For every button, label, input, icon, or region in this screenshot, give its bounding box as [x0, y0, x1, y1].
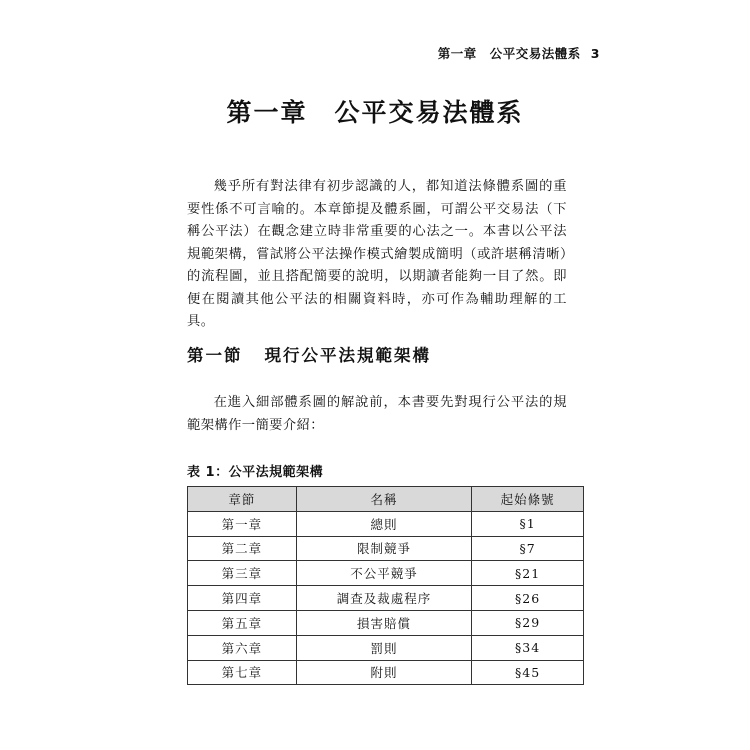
cell-name: 總則 — [296, 511, 472, 536]
cell-article: §7 — [472, 536, 584, 561]
intro-line: 圖，並且搭配簡要的說明，以期讀者能夠一目了然。即便在閱 — [187, 269, 567, 307]
cell-name: 限制競爭 — [296, 536, 472, 561]
cell-chapter: 第二章 — [188, 536, 297, 561]
intro-line: 平法）在觀念建立時非常重要的心法之一。本書以公平法規範架 — [187, 224, 567, 262]
table-row — [188, 536, 584, 561]
cell-name: 調查及裁處程序 — [296, 586, 472, 611]
section-title: 現行公平法規範架構 — [264, 346, 431, 365]
column-header-name: 名稱 — [296, 487, 472, 512]
cell-name: 損害賠償 — [296, 610, 472, 635]
table-header-row — [188, 487, 584, 512]
cell-chapter: 第三章 — [188, 561, 297, 586]
framework-table — [187, 486, 584, 685]
running-header — [438, 44, 600, 62]
chapter-title: 第一章 公平交易法體系 — [226, 98, 524, 127]
section-paragraph — [187, 392, 567, 437]
cell-chapter: 第一章 — [188, 511, 297, 536]
intro-line: 構，嘗試將公平法操作模式繪製成簡明（或許堪稱清晰）的流程 — [187, 246, 568, 284]
section-line: 在進入細部體系圖的解說前，本書要先對現行公平法的規範 — [187, 395, 567, 433]
cell-article: §34 — [472, 635, 584, 660]
cell-chapter: 第六章 — [188, 635, 297, 660]
intro-line: 讀其他公平法的相關資料時，亦可作為輔助理解的工具。 — [187, 291, 568, 329]
column-header-chapter: 章節 — [188, 487, 297, 512]
cell-article: §26 — [472, 586, 584, 611]
cell-chapter: 第五章 — [188, 610, 297, 635]
table-row — [188, 561, 584, 586]
section-heading — [187, 342, 431, 366]
table-row — [188, 511, 584, 536]
intro-line: 性係不可言喻的。本章節提及體系圖，可謂公平交易法（下稱公 — [187, 201, 567, 239]
table-row — [188, 660, 584, 685]
table-caption: 表 1：公平法規範架構 — [187, 465, 324, 480]
cell-name: 不公平競爭 — [296, 561, 472, 586]
intro-line: 幾乎所有對法律有初步認識的人，都知道法條體系圖的重要 — [187, 179, 567, 217]
column-header-article: 起始條號 — [472, 487, 584, 512]
page-number: 3 — [590, 46, 600, 61]
cell-article: §21 — [472, 561, 584, 586]
cell-article: §45 — [472, 660, 584, 685]
cell-article: §29 — [472, 610, 584, 635]
table-row — [188, 610, 584, 635]
cell-chapter: 第四章 — [188, 586, 297, 611]
cell-name: 附則 — [296, 660, 472, 685]
table-row — [188, 586, 584, 611]
cell-chapter: 第七章 — [188, 660, 297, 685]
table-row — [188, 635, 584, 660]
running-title: 第一章 公平交易法體系 — [437, 46, 581, 61]
intro-paragraph — [187, 176, 567, 334]
section-number: 第一節 — [187, 346, 243, 365]
cell-article: §1 — [472, 511, 584, 536]
section-line: 架構作一簡要介紹： — [200, 417, 324, 433]
cell-name: 罰則 — [296, 635, 472, 660]
